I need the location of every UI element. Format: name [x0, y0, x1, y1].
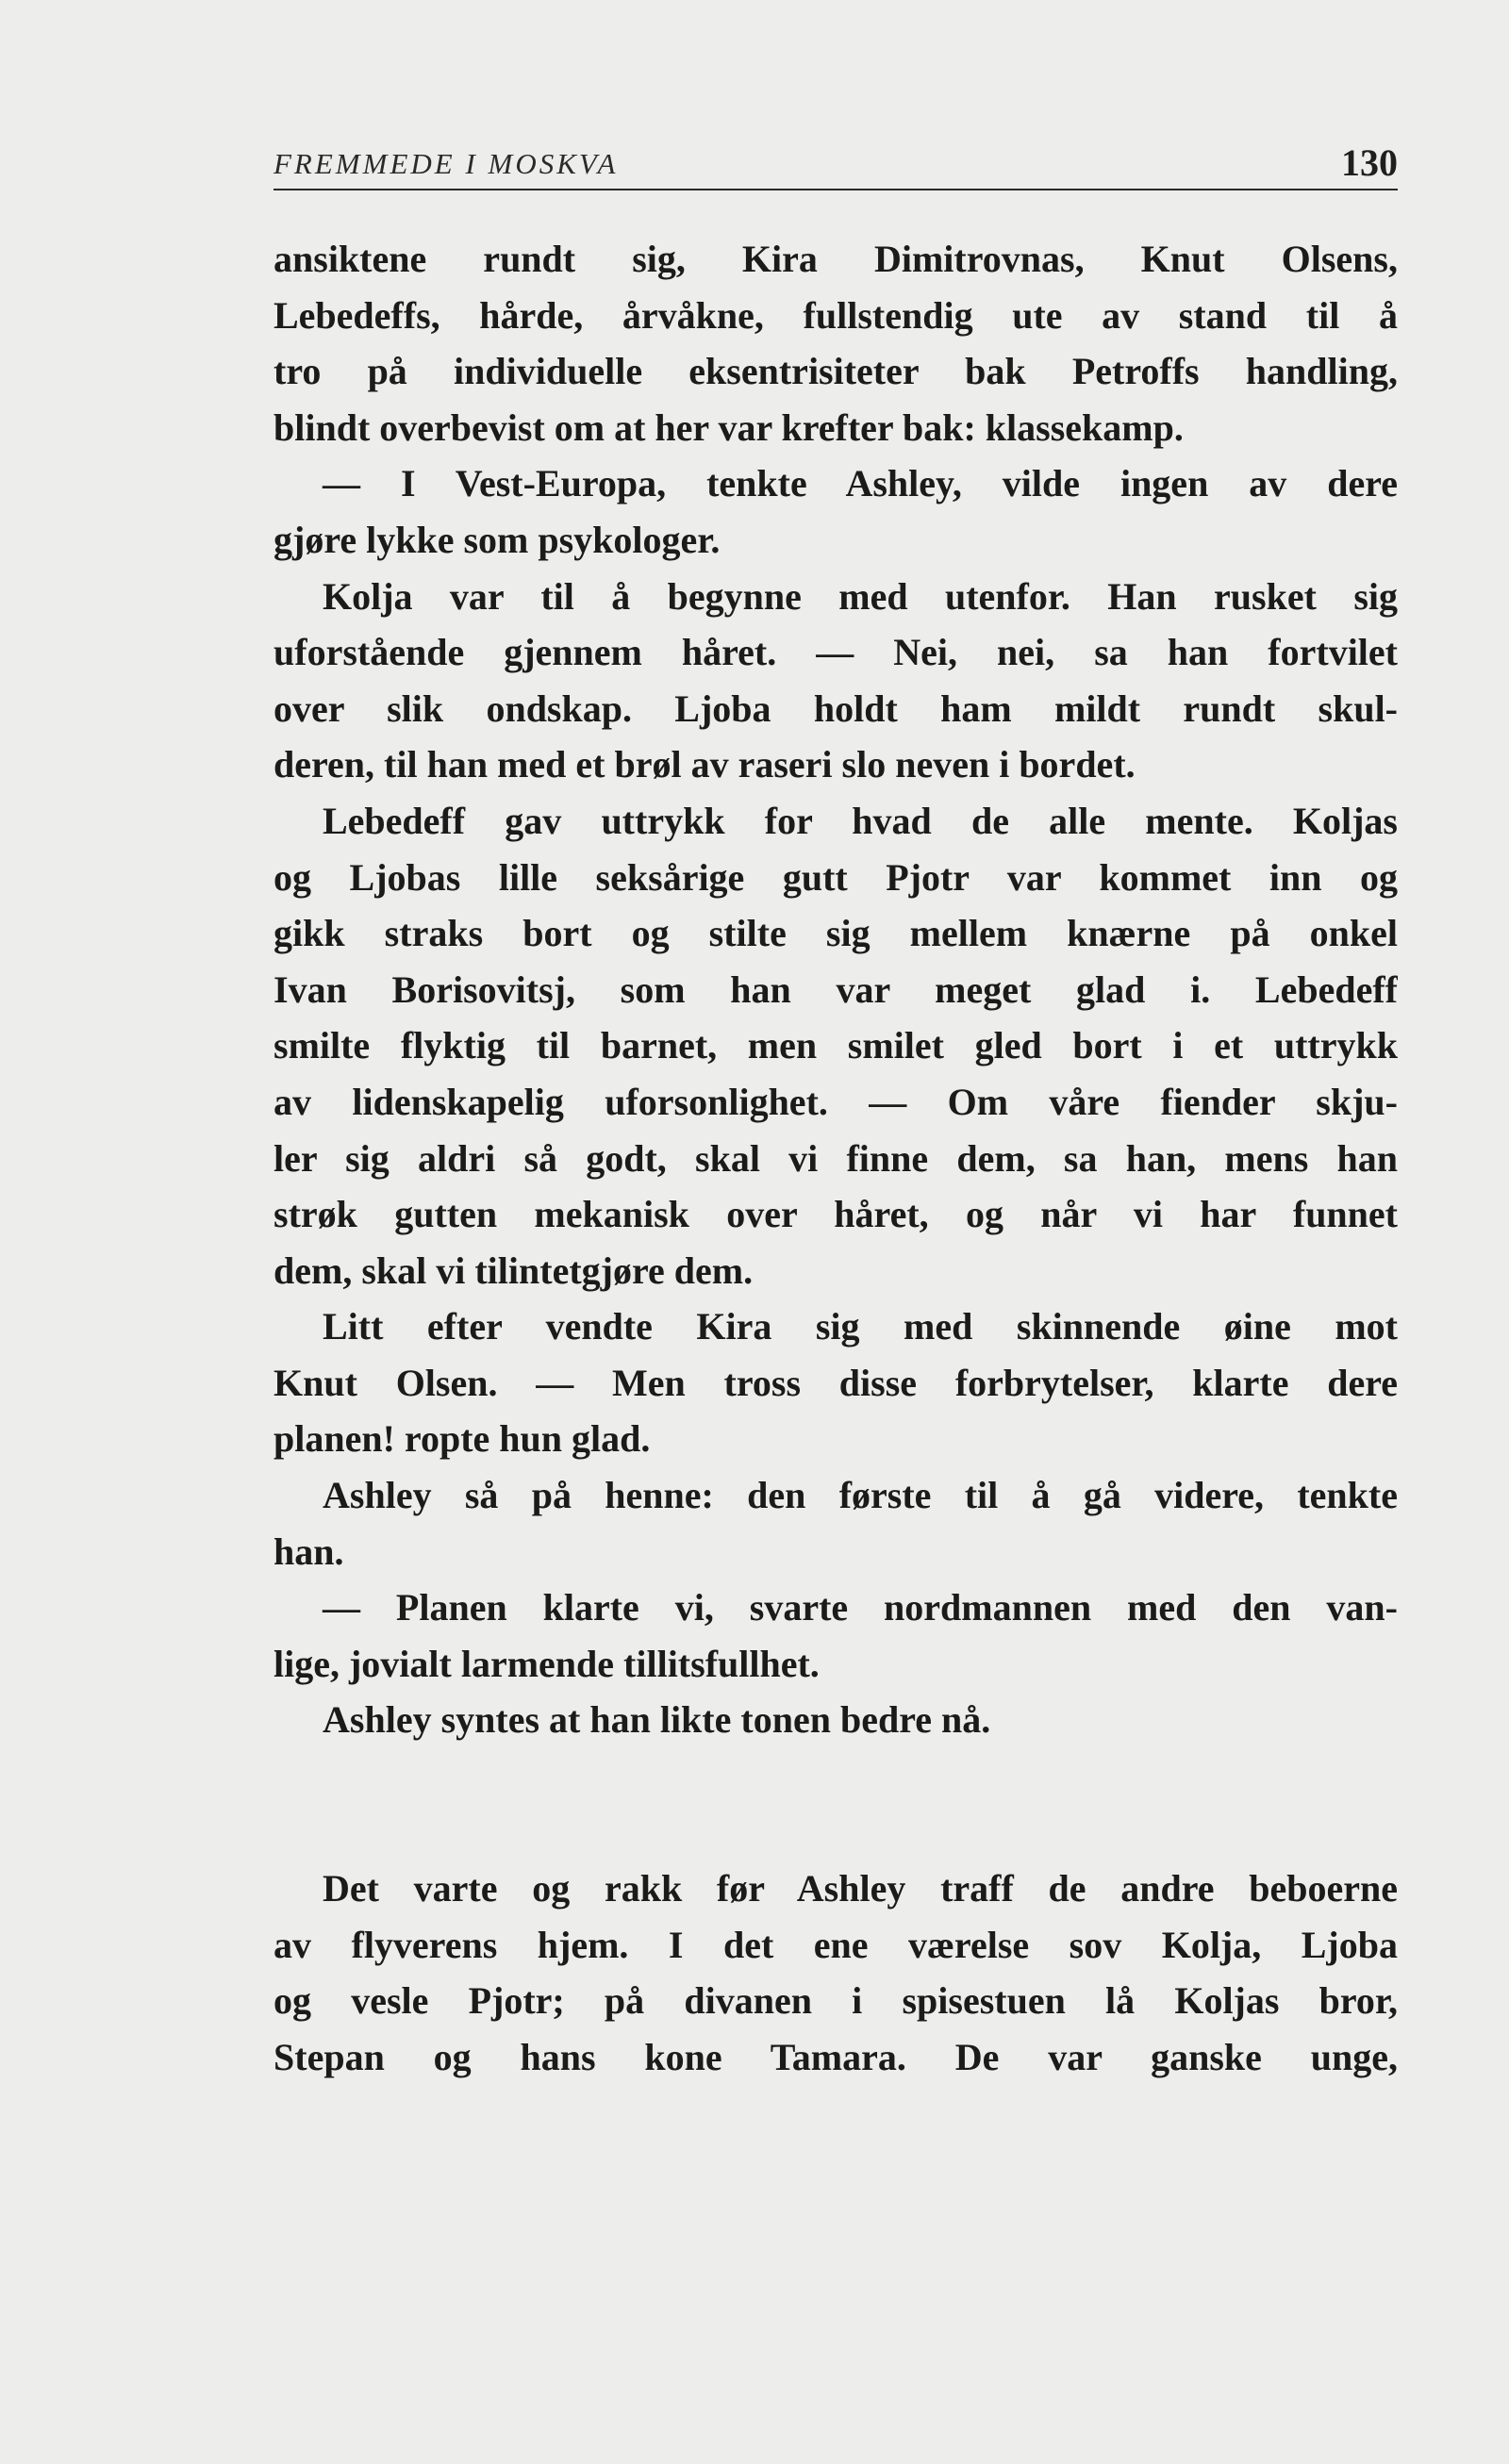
text-line: smilte flyktig til barnet, men smilet gled bort i et uttrykk: [274, 1024, 1398, 1067]
section-break: [274, 1748, 1398, 1860]
page-number: 130: [1341, 141, 1398, 184]
text-line: han.: [274, 1530, 344, 1573]
text-line: ansiktene rundt sig, Kira Dimitrovnas, Knut Olsens,: [274, 238, 1398, 280]
text-line: — Planen klarte vi, svarte nordmannen med den van-: [323, 1586, 1398, 1629]
text-line: lige, jovialt larmende tillitsfullhet.: [274, 1642, 820, 1685]
text-line: Kolja var til å begynne med utenfor. Han rusket sig: [323, 574, 1398, 618]
text-line: Ivan Borisovitsj, som han var meget glad i. Lebedeff: [274, 967, 1398, 1011]
text-section-main: [274, 231, 1398, 1748]
text-section-continued: [274, 1860, 1398, 2085]
text-line: Lebedeffs, hårde, årvåkne, fullstendig ute av stand til å: [274, 293, 1398, 337]
text-line: Ashley så på henne: den første til å gå videre, tenkte: [323, 1474, 1398, 1517]
text-line: Ashley syntes at han likte tonen bedre nå.: [323, 1698, 991, 1742]
text-line: Lebedeff gav uttrykk for hvad de alle mente. Koljas: [323, 799, 1398, 842]
text-line: gjøre lykke som psykologer.: [274, 518, 721, 561]
text-line: uforstående gjennem håret. — Nei, nei, sa han fortvilet: [274, 631, 1398, 674]
text-line: deren, til han med et brøl av raseri slo neven i bordet.: [274, 743, 1136, 786]
text-line: over slik ondskap. Ljoba holdt ham mildt rundt skul-: [274, 686, 1398, 730]
text-line: og Ljobas lille seksårige gutt Pjotr var kommet inn og: [274, 855, 1398, 899]
text-line: Knut Olsen. — Men tross disse forbrytelser, klarte dere: [274, 1361, 1398, 1404]
text-line: Det varte og rakk før Ashley traff de andre beboerne: [323, 1867, 1398, 1910]
text-line: dem, skal vi tilintetgjøre dem.: [274, 1249, 754, 1292]
text-line: av lidenskapelig uforsonlighet. — Om våre fiender skju-: [274, 1080, 1398, 1123]
text-line: blindt overbevist om at her var krefter bak: klassekamp.: [274, 405, 1184, 449]
text-line: gikk straks bort og stilte sig mellem knærne på onkel: [274, 912, 1398, 955]
running-title: FREMMEDE I MOSKVA: [274, 147, 619, 180]
text-line: Litt efter vendte Kira sig med skinnende øine mot: [323, 1305, 1398, 1348]
text-line: strøk gutten mekanisk over håret, og når vi har funnet: [274, 1193, 1398, 1236]
body-text: [274, 231, 1398, 2085]
text-line: ler sig aldri så godt, skal vi finne dem, sa han, mens han: [274, 1136, 1398, 1180]
text-line: Stepan og hans kone Tamara. De var ganske unge,: [274, 2035, 1398, 2078]
text-line: og vesle Pjotr; på divanen i spisestuen lå Koljas bror,: [274, 1979, 1398, 2023]
text-line: — I Vest-Europa, tenkte Ashley, vilde ingen av dere: [323, 462, 1398, 505]
running-header: [274, 132, 1398, 190]
text-line: tro på individuelle eksentrisiteter bak Petroffs handling,: [274, 350, 1398, 393]
text-line: planen! ropte hun glad.: [274, 1417, 651, 1461]
text-line: av flyverens hjem. I det ene værelse sov Kolja, Ljoba: [274, 1923, 1398, 1966]
